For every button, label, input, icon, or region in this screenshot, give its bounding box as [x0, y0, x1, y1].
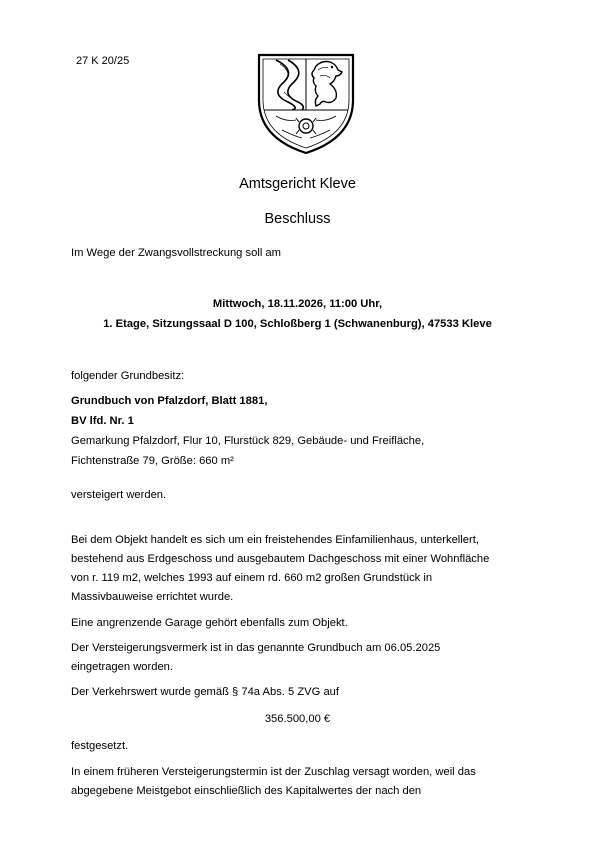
- market-value-amount: 356.500,00 €: [264, 713, 331, 725]
- market-value-closing: festgesetzt.: [71, 740, 129, 752]
- description-line-2: bestehend aus Erdgeschoss und ausgebautem Dachgeschoss mit einer Wohnfläche: [71, 553, 490, 565]
- document-title: Beschluss: [264, 211, 331, 227]
- property-closing: versteigert werden.: [71, 489, 167, 501]
- appointment-location: 1. Etage, Sitzungssaal D 100, Schloßberg 1 (Schwanenburg), 47533 Kleve: [103, 318, 492, 330]
- garage-note: Eine angrenzende Garage gehört ebenfalls zum Objekt.: [71, 617, 348, 629]
- register-note-line-2: eingetragen worden.: [71, 661, 174, 673]
- land-register: Grundbuch von Pfalzdorf, Blatt 1881,: [71, 395, 268, 407]
- case-number: 27 K 20/25: [76, 55, 130, 67]
- description-line-4: Massivbauweise errichtet wurde.: [71, 591, 234, 603]
- description-line-3: von r. 119 m2, welches 1993 auf einem rd. 660 m2 großen Grundstück in: [71, 572, 433, 584]
- parcel-line-2: Fichtenstraße 79, Größe: 660 m²: [71, 455, 234, 467]
- parcel-line-1: Gemarkung Pfalzdorf, Flur 10, Flurstück 829, Gebäude- und Freifläche,: [71, 435, 425, 447]
- court-name: Amtsgericht Kleve: [239, 176, 356, 192]
- intro-text: Im Wege der Zwangsvollstreckung soll am: [71, 247, 281, 259]
- appointment-datetime: Mittwoch, 18.11.2026, 11:00 Uhr,: [212, 298, 383, 310]
- prior-auction-line-2: abgegebene Meistgebot einschließlich des Kapitalwertes der nach den: [71, 785, 422, 797]
- market-value-intro: Der Verkehrswert wurde gemäß § 74a Abs. 5 ZVG auf: [71, 686, 340, 698]
- property-lead: folgender Grundbesitz:: [71, 370, 185, 382]
- coat-of-arms-icon: [256, 52, 356, 156]
- bv-number: BV lfd. Nr. 1: [71, 415, 134, 427]
- register-note-line-1: Der Versteigerungsvermerk ist in das genannte Grundbuch am 06.05.2025: [71, 642, 441, 654]
- description-line-1: Bei dem Objekt handelt es sich um ein freistehendes Einfamilienhaus, unterkellert,: [71, 534, 479, 546]
- prior-auction-line-1: In einem früheren Versteigerungstermin ist der Zuschlag versagt worden, weil das: [71, 766, 476, 778]
